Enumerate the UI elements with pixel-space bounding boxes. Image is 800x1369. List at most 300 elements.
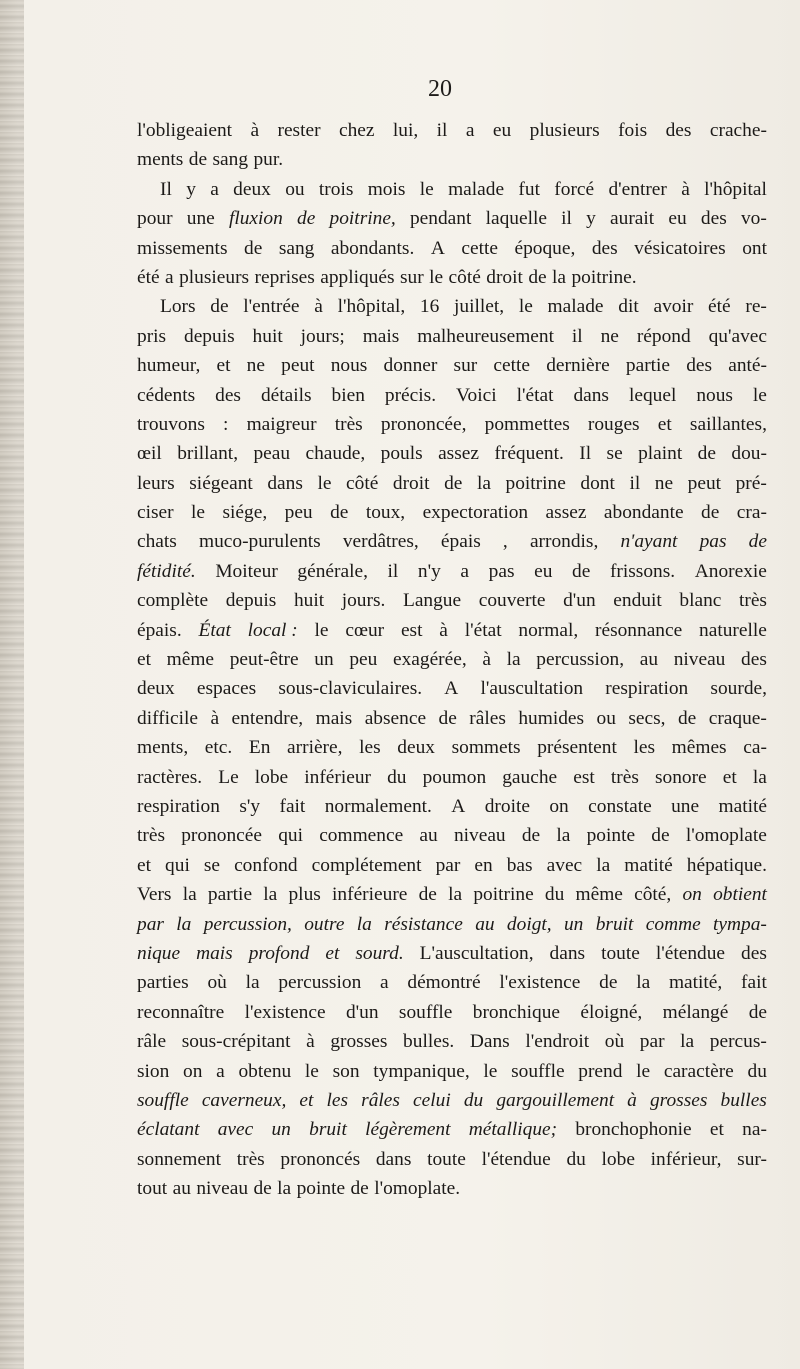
paragraph <box>137 292 767 1203</box>
word: le <box>429 266 444 288</box>
word: une <box>671 795 700 817</box>
word: cra- <box>736 502 767 524</box>
word: a <box>460 560 470 582</box>
word: constate <box>588 795 652 817</box>
word: aurait <box>610 208 655 230</box>
word: l'hôpital, <box>337 296 406 318</box>
word: sonore <box>654 766 707 788</box>
word: peau <box>253 443 291 465</box>
word: poitrine. <box>571 266 637 288</box>
word: sous-claviculaires. <box>278 678 423 700</box>
word: pendant <box>409 208 472 230</box>
word: des <box>686 355 713 377</box>
text-line <box>137 821 767 850</box>
word: nous <box>696 384 733 406</box>
text-line <box>137 763 767 792</box>
text-line <box>137 1057 767 1086</box>
word: de <box>521 825 541 847</box>
word: celui <box>413 1089 451 1111</box>
word: le <box>314 619 329 641</box>
word: des <box>591 237 618 259</box>
word: sommets <box>451 737 521 759</box>
text-line <box>137 880 767 909</box>
word: a <box>165 266 174 288</box>
word: dans <box>549 942 586 964</box>
word: caverneux, <box>201 1089 287 1111</box>
word: sur <box>453 355 478 377</box>
word: prononcés <box>280 1148 361 1170</box>
word: malade <box>547 296 604 318</box>
word: un <box>563 913 584 935</box>
word: percussion <box>278 972 362 994</box>
word: s'y <box>239 795 261 817</box>
word: la <box>176 913 192 935</box>
word: à <box>627 1089 637 1111</box>
word: bronchophonie <box>575 1119 692 1141</box>
word: naturelle <box>699 619 767 641</box>
word: se <box>203 854 221 876</box>
word: très <box>334 413 363 435</box>
page-binding-edge <box>0 0 24 1369</box>
word: A <box>430 237 445 259</box>
word: la <box>263 884 278 906</box>
word: et <box>137 854 151 876</box>
text-line <box>137 175 767 204</box>
word: côté <box>346 472 379 494</box>
word: gauche <box>502 766 558 788</box>
word: cédents <box>137 384 196 406</box>
word: des <box>741 942 767 964</box>
word: cette <box>461 237 498 259</box>
word: Il <box>160 178 172 200</box>
text-line <box>137 674 767 703</box>
word: normal, <box>518 619 579 641</box>
word: mois <box>367 178 406 200</box>
word: bruit <box>595 913 634 935</box>
word: même <box>575 884 623 906</box>
word: chez <box>338 120 375 141</box>
text-line <box>137 1174 767 1203</box>
word: reconnaître <box>137 1001 225 1023</box>
word: sourde, <box>710 678 767 700</box>
word: ca- <box>743 737 767 759</box>
word: gargouillement <box>496 1089 615 1111</box>
word: à <box>250 120 260 141</box>
word: droit <box>392 472 430 494</box>
text-line <box>137 351 767 380</box>
word: Il <box>579 443 592 465</box>
word: percussion, <box>536 649 625 671</box>
word: nique <box>137 942 181 964</box>
word: une <box>186 208 215 230</box>
word: prend <box>578 1060 623 1082</box>
word: on <box>549 795 569 817</box>
word: la <box>596 854 611 876</box>
word: sur- <box>737 1148 767 1170</box>
word: parties <box>137 972 189 994</box>
word: légèrement <box>365 1119 451 1141</box>
text-line <box>137 704 767 733</box>
word: plusieurs <box>529 120 600 141</box>
word: de <box>350 1178 369 1200</box>
word: difficile <box>137 707 199 729</box>
word: le <box>636 1060 651 1082</box>
word: abondants. <box>330 237 415 259</box>
word: arrondis, <box>529 531 599 553</box>
word: est <box>400 619 423 641</box>
word: le <box>191 502 206 524</box>
word: épais <box>440 531 481 553</box>
word: donner <box>383 355 438 377</box>
word: niveau <box>453 825 506 847</box>
word: la <box>552 266 567 288</box>
word: plusieurs <box>179 266 250 288</box>
word: par <box>435 854 461 876</box>
text-line <box>137 733 767 762</box>
word: la <box>506 649 521 671</box>
word: trois <box>318 178 354 200</box>
word: l'omoplate. <box>374 1178 461 1200</box>
word: n'ayant <box>620 531 678 553</box>
page-number: 20 <box>428 76 452 102</box>
word: qui <box>278 825 303 847</box>
word: brillant, <box>177 443 239 465</box>
word: a <box>380 972 389 994</box>
text-line <box>137 292 767 321</box>
word: verdâtres, <box>342 531 419 553</box>
word: dans <box>267 472 303 494</box>
word: un <box>314 649 334 671</box>
word: humides <box>518 707 585 729</box>
word: présentent <box>537 737 617 759</box>
word: dont <box>580 472 615 494</box>
word: résistance <box>384 913 463 935</box>
word: pointe <box>586 825 636 847</box>
word: ne <box>600 325 619 347</box>
word: niveau <box>673 649 726 671</box>
word: l'auscultation <box>480 678 584 700</box>
text-line <box>137 557 767 586</box>
word: de <box>651 825 670 847</box>
word: chats <box>137 531 177 553</box>
word: ciser <box>137 502 174 524</box>
word: plaint <box>638 443 683 465</box>
word: A <box>444 678 459 700</box>
word: le <box>518 296 533 318</box>
word: les <box>359 737 381 759</box>
word: du <box>387 766 407 788</box>
word: râles <box>361 1089 400 1111</box>
word: sang <box>278 237 315 259</box>
word: fréquent. <box>494 443 564 465</box>
word: peu <box>284 502 313 524</box>
word: pris <box>137 325 167 347</box>
word: obtient <box>713 884 767 906</box>
word: droit <box>486 266 523 288</box>
word: il <box>629 472 641 494</box>
word: complète <box>137 590 209 612</box>
word: par <box>137 913 164 935</box>
word: de <box>244 237 263 259</box>
word: depuis <box>184 325 235 347</box>
word: respiration <box>137 795 220 817</box>
word: pas <box>488 560 515 582</box>
word: doigt, <box>506 913 552 935</box>
text-line <box>137 145 767 174</box>
word: du <box>463 1089 484 1111</box>
text-line <box>137 1115 767 1144</box>
word: crache- <box>709 120 767 141</box>
word: plus <box>288 884 321 906</box>
word: hépatique. <box>686 854 767 876</box>
word: ont <box>742 237 767 259</box>
word: mêmes <box>671 737 727 759</box>
word: de <box>297 208 316 230</box>
word: En <box>248 737 271 759</box>
word: rester <box>277 120 321 141</box>
word: ments, <box>137 737 189 759</box>
word: très <box>137 825 165 847</box>
word: y <box>186 178 196 200</box>
word: dans <box>573 384 609 406</box>
word: à <box>314 296 323 318</box>
text-line <box>137 204 767 233</box>
word: la <box>448 884 463 906</box>
word: été <box>137 266 160 288</box>
word: œil <box>137 443 162 465</box>
word: de <box>748 1001 767 1023</box>
word: enduit <box>613 590 662 612</box>
word: du <box>566 1148 586 1170</box>
word: inférieure <box>332 884 408 906</box>
word: et <box>299 1089 314 1111</box>
word: avoir <box>653 296 694 318</box>
word: fétidité. <box>137 560 196 582</box>
word: craque- <box>708 707 767 729</box>
word: a <box>465 120 475 141</box>
word: blanc <box>679 590 722 612</box>
word: fait <box>741 972 767 994</box>
word: Vers <box>137 884 172 906</box>
word: re- <box>745 296 767 318</box>
word: droite <box>484 795 530 817</box>
word: mais <box>196 942 233 964</box>
word: il <box>571 325 583 347</box>
word: par <box>639 1031 665 1053</box>
word: juillet, <box>454 296 505 318</box>
word: un <box>271 1119 291 1141</box>
word: ou <box>285 178 305 200</box>
word: L'auscultation, <box>419 942 534 964</box>
word: prononcée <box>181 825 262 847</box>
word: pommettes <box>484 413 570 435</box>
word: avec <box>546 854 583 876</box>
word: jours. <box>341 590 386 612</box>
text-line <box>137 939 767 968</box>
word: deux <box>233 178 271 200</box>
word: le <box>419 178 434 200</box>
word: souffle <box>398 1001 453 1023</box>
word: râle <box>137 1031 167 1053</box>
word: muco-purulents <box>199 531 321 553</box>
text-line <box>137 1145 767 1174</box>
word: , <box>502 531 508 553</box>
word: rouges <box>587 413 640 435</box>
text-line <box>137 527 767 556</box>
word: huit <box>252 325 283 347</box>
word: du <box>747 1060 767 1082</box>
word: la <box>476 472 491 494</box>
word: l'état <box>464 619 502 641</box>
word: assez <box>545 502 587 524</box>
word: lequel <box>628 384 677 406</box>
word: où <box>604 1031 625 1053</box>
word: siégeant <box>189 472 253 494</box>
word: générale, <box>297 560 368 582</box>
word: secs, <box>628 707 666 729</box>
text-line <box>137 586 767 615</box>
word: et <box>216 355 231 377</box>
word: des <box>741 649 767 671</box>
text-line <box>137 116 767 145</box>
word: répond <box>636 325 691 347</box>
word: arrière, <box>287 737 343 759</box>
word: profond <box>248 942 310 964</box>
word: lobe <box>254 766 289 788</box>
word: au <box>475 913 495 935</box>
word: râles <box>469 707 506 729</box>
word: bronchique <box>472 1001 560 1023</box>
word: du <box>544 884 565 906</box>
word: il <box>436 120 448 141</box>
text-line <box>137 1027 767 1056</box>
word: a <box>216 1060 225 1082</box>
word: percus- <box>709 1031 767 1053</box>
text-line <box>137 616 767 645</box>
word: de <box>253 1178 272 1200</box>
word: des <box>700 208 727 230</box>
word: l'existence <box>244 1001 326 1023</box>
word: reprises <box>254 266 315 288</box>
word: siége, <box>222 502 268 524</box>
word: y <box>586 208 596 230</box>
word: éloigné, <box>580 1001 643 1023</box>
word: A <box>451 795 466 817</box>
word: le <box>317 472 332 494</box>
word: de <box>444 472 463 494</box>
word: ments <box>137 149 184 171</box>
text-line <box>137 381 767 410</box>
text-line <box>137 469 767 498</box>
word: anté- <box>728 355 767 377</box>
word: à <box>439 619 448 641</box>
word: résonnance <box>595 619 683 641</box>
word: la <box>356 913 372 935</box>
word: prononcée, <box>380 413 467 435</box>
text-line <box>137 851 767 880</box>
word: épais. <box>137 619 182 641</box>
word: des <box>215 384 241 406</box>
text-line <box>137 792 767 821</box>
word: de <box>418 884 437 906</box>
word: qu'avec <box>708 325 767 347</box>
word: bulles <box>720 1089 767 1111</box>
word: à <box>482 649 491 671</box>
text-line <box>137 234 767 263</box>
word: Moiteur <box>215 560 278 582</box>
word: le <box>752 384 767 406</box>
word: au <box>172 1178 191 1200</box>
word: trouvons <box>137 413 205 435</box>
word: bien <box>331 384 365 406</box>
word: le <box>483 1060 498 1082</box>
word: depuis <box>225 590 277 612</box>
word: couverte <box>478 590 546 612</box>
text-line <box>137 1086 767 1115</box>
word: Voici <box>456 384 497 406</box>
word: bulles. <box>403 1031 455 1053</box>
word: sang <box>212 149 249 171</box>
word: Lors <box>160 296 196 318</box>
word: fois <box>618 120 648 141</box>
word: de <box>748 531 767 553</box>
word: Langue <box>402 590 462 612</box>
word: saillantes, <box>689 413 767 435</box>
word: été <box>708 296 731 318</box>
word: souffle <box>511 1060 565 1082</box>
text-line <box>137 410 767 439</box>
text-line <box>137 645 767 674</box>
word: comme <box>645 913 701 935</box>
word: commence <box>319 825 404 847</box>
word: et <box>137 649 151 671</box>
word: fluxion <box>228 208 283 230</box>
word: lui, <box>392 120 419 141</box>
word: la <box>680 1031 695 1053</box>
word: ne <box>654 472 674 494</box>
word: l'hôpital <box>704 178 767 200</box>
text-line <box>137 498 767 527</box>
word: au <box>639 649 659 671</box>
word: même <box>166 649 215 671</box>
word: le <box>304 1060 319 1082</box>
word: poitrine <box>473 884 534 906</box>
word: partie <box>625 355 671 377</box>
word: inférieur, <box>650 1148 722 1170</box>
word: toux, <box>365 502 406 524</box>
word: ne <box>246 355 265 377</box>
text-line <box>137 263 767 292</box>
word: de <box>677 707 697 729</box>
word: éclatant <box>137 1119 200 1141</box>
word: très <box>610 766 639 788</box>
word: il <box>561 208 572 230</box>
word: de <box>188 149 208 171</box>
word: tympa- <box>713 913 767 935</box>
word: de <box>210 296 229 318</box>
word: et <box>657 413 672 435</box>
word: expectoration <box>422 502 529 524</box>
word: l'endroit <box>525 1031 590 1053</box>
word: l'état <box>516 384 554 406</box>
word: caractère <box>663 1060 734 1082</box>
word: il <box>387 560 399 582</box>
word: peu <box>349 649 378 671</box>
word: fait <box>279 795 306 817</box>
word: : <box>223 413 229 435</box>
word: à <box>306 1031 315 1053</box>
word: se <box>606 443 623 465</box>
